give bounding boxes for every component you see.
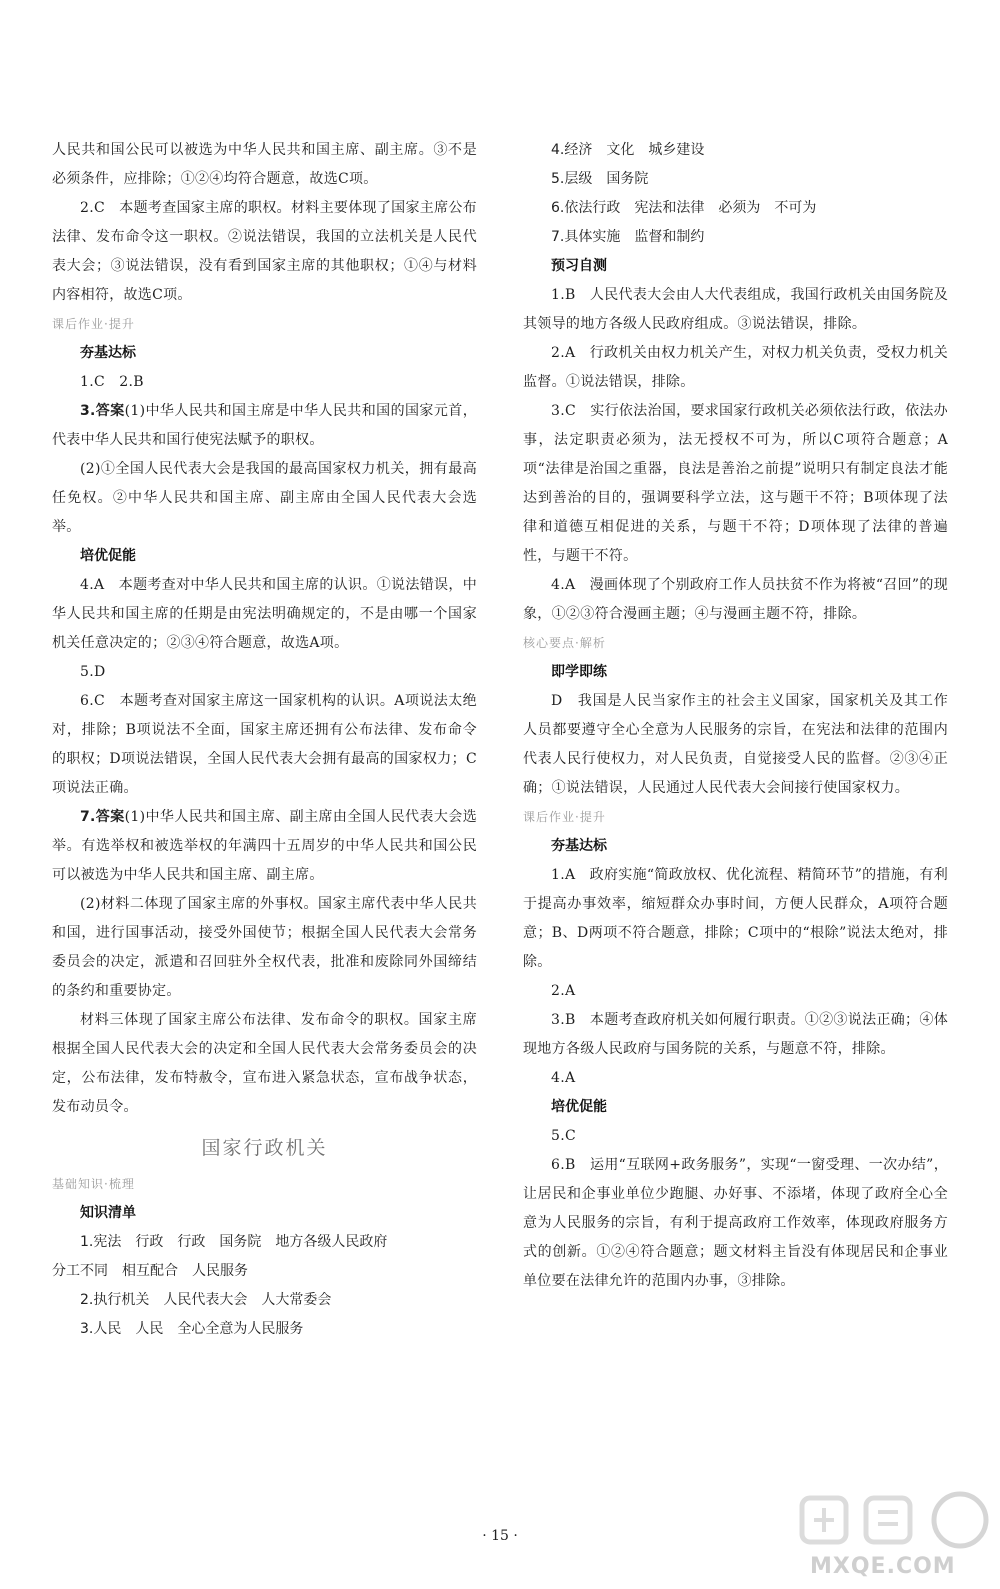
paragraph: 1.C 2.B — [80, 374, 144, 390]
section-tag: 基础知识·梳理 — [52, 1177, 135, 1191]
paragraph: 4.A — [551, 1070, 576, 1086]
paragraph: 4.A 本题考查对中华人民共和国主席的认识。①说法错误，中华人民共和国主席的任期是由宪法明确规定的，不是由哪一个国家机关任意决定的；②③④符合题意，故选A项。 — [52, 577, 477, 651]
paragraph: 6.B 运用“互联网+政务服务”，实现“一窗受理、一次办结”，让居民和企事业单位少跑腿、办好事、不添堵，体现了政府全心全意为人民服务的宗旨，有利于提高政府工作效率，体现政府服务方式的创新。①②④符合题意；题文材料主旨没有体现居民和企事业单位要在法律允许的范围内办事，③排除。 — [523, 1157, 948, 1289]
knowledge-item: 分工不同 相互配合 人民服务 — [52, 1263, 248, 1279]
knowledge-item: 5.层级 国务院 — [551, 171, 649, 187]
knowledge-item: 2.执行机关 人民代表大会 人大常委会 — [80, 1292, 332, 1308]
subsection-heading: 培优促能 — [551, 1099, 607, 1115]
watermark-url: MXQE.COM — [810, 1554, 956, 1579]
paragraph: 4.A 漫画体现了个别政府工作人员扶贫不作为将被“召回”的现象，①②③符合漫画主题；④与漫画主题不符，排除。 — [523, 577, 948, 622]
subsection-heading: 预习自测 — [551, 258, 607, 274]
subsection-heading: 知识清单 — [80, 1205, 136, 1221]
subsection-heading: 培优促能 — [80, 548, 136, 564]
paragraph: D 我国是人民当家作主的社会主义国家，国家机关及其工作人员都要遵守全心全意为人民服务的宗旨，在宪法和法律的范围内代表人民行使权力，对人民负责，自觉接受人民的监督。②③④正确；①说法错误，人民通过人民代表大会间接行使国家权力。 — [523, 693, 948, 796]
section-tag: 课后作业·提升 — [523, 810, 606, 824]
subsection-heading: 夯基达标 — [80, 345, 136, 361]
page-number: · 15 · — [482, 1528, 518, 1544]
right-column — [523, 136, 948, 1296]
paragraph: 5.C — [551, 1128, 576, 1144]
paragraph: 1.B 人民代表大会由人大代表组成，我国行政机关由国务院及其领导的地方各级人民政府组成。③说法错误，排除。 — [523, 287, 948, 332]
knowledge-item: 7.具体实施 监督和制约 — [551, 229, 705, 245]
knowledge-item: 1.宪法 行政 行政 国务院 地方各级人民政府 — [80, 1234, 388, 1250]
section-tag: 核心要点·解析 — [523, 636, 606, 650]
left-column — [52, 136, 477, 1344]
paragraph: 5.D — [80, 664, 106, 680]
answer-text: (1)中华人民共和国主席是中华人民共和国的国家元首，代表中华人民共和国行使宪法赋予的职权。 — [52, 403, 477, 448]
paragraph: 材料三体现了国家主席公布法律、发布命令的职权。国家主席根据全国人民代表大会的决定和全国人民代表大会常务委员会的决定，公布法律，发布特赦令，宣布进入紧急状态，宣布战争状态，发布动员令。 — [52, 1012, 477, 1115]
paragraph: 2.C 本题考查国家主席的职权。材料主要体现了国家主席公布法律、发布命令这一职权。②说法错误，我国的立法机关是人民代表大会；③说法错误，没有看到国家主席的其他职权；①④与材料内容相符，故选C项。 — [52, 200, 477, 303]
paragraph: 3.B 本题考查政府机关如何履行职责。①②③说法正确；④体现地方各级人民政府与国务院的关系，与题意不符，排除。 — [523, 1012, 948, 1057]
section-title: 国家行政机关 — [201, 1137, 328, 1159]
paragraph: 3.C 实行依法治国，要求国家行政机关必须依法行政，依法办事，法定职责必须为，法无授权不可为，所以C项符合题意；A项“法律是治国之重器，良法是善治之前提”说明只有制定良法才能达到善治的目的，强调要科学立法，这与题干不符；B项体现了法律和道德互相促进的关系，与题干不符；D项体现了法律的普遍性，与题干不符。 — [523, 403, 948, 564]
knowledge-item: 3.人民 人民 全心全意为人民服务 — [80, 1321, 304, 1337]
paragraph: 2.A 行政机关由权力机关产生，对权力机关负责，受权力机关监督。①说法错误，排除。 — [523, 345, 948, 390]
answer-label: 3.答案 — [80, 403, 125, 419]
knowledge-item: 6.依法行政 宪法和法律 必须为 不可为 — [551, 200, 817, 216]
paragraph: (2)①全国人民代表大会是我国的最高国家权力机关，拥有最高任免权。②中华人民共和国主席、副主席由全国人民代表大会选举。 — [52, 461, 477, 535]
answer-label: 7.答案 — [80, 809, 125, 825]
subsection-heading: 即学即练 — [551, 664, 607, 680]
answer-text: (1)中华人民共和国主席、副主席由全国人民代表大会选举。有选举权和被选举权的年满四十五周岁的中华人民共和国公民可以被选为中华人民共和国主席、副主席。 — [52, 809, 477, 883]
paragraph — [52, 397, 477, 455]
section-tag: 课后作业·提升 — [52, 317, 135, 331]
paragraph: 6.C 本题考查对国家主席这一国家机构的认识。A项说法太绝对，排除；B项说法不全面，国家主席还拥有公布法律、发布命令的职权；D项说法错误，全国人民代表大会拥有最高的国家权力；C项说法正确。 — [52, 693, 477, 796]
paragraph: (2)材料二体现了国家主席的外事权。国家主席代表中华人民共和国，进行国事活动，接受外国使节；根据全国人民代表大会常务委员会的决定，派遣和召回驻外全权代表，批准和废除同外国缔结的条约和重要协定。 — [52, 896, 477, 999]
paragraph: 2.A — [551, 983, 576, 999]
paragraph — [52, 803, 477, 890]
knowledge-item: 4.经济 文化 城乡建设 — [551, 142, 705, 158]
paragraph: 人民共和国公民可以被选为中华人民共和国主席、副主席。③不是必须条件，应排除；①②④均符合题意，故选C项。 — [52, 142, 477, 187]
subsection-heading: 夯基达标 — [551, 838, 607, 854]
paragraph: 1.A 政府实施“简政放权、优化流程、精简环节”的措施，有利于提高办事效率，缩短群众办事时间，方便人民群众，A项符合题意；B、D两项不符合题意，排除；C项中的“根除”说法太绝对，排除。 — [523, 867, 948, 970]
